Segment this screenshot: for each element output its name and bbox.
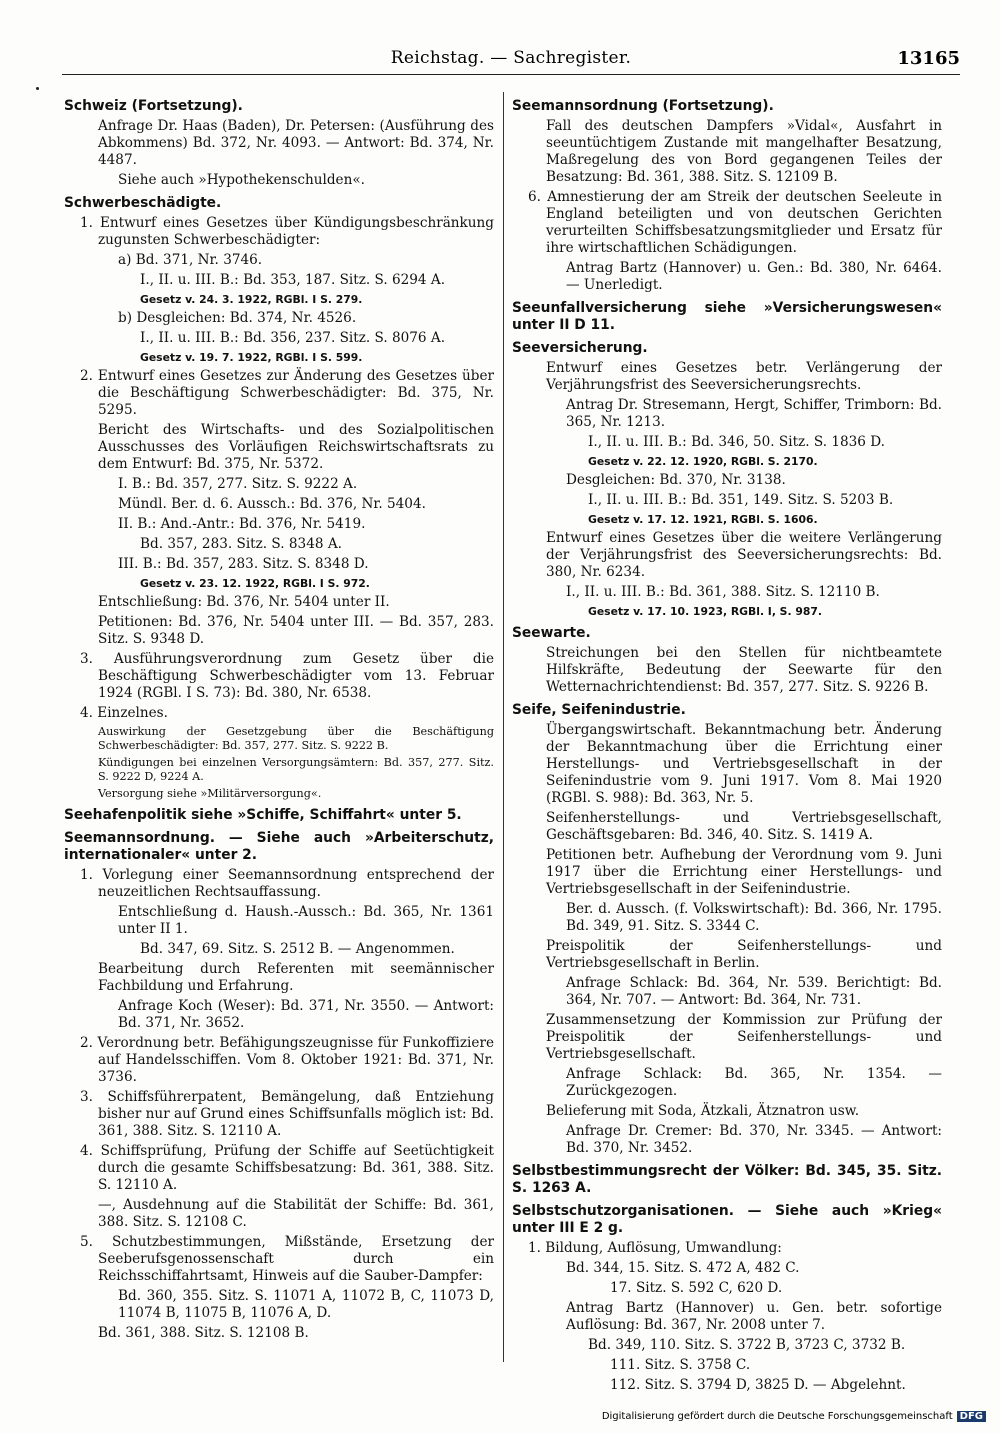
- index-line: Entwurf eines Gesetzes über die weitere Verlängerung der Verjährungsfrist des Seeversicherungsrechts: Bd. 380, Nr. 6234.: [546, 530, 942, 580]
- index-heading: Seewarte.: [512, 625, 591, 641]
- index-line: Siehe auch »Hypothekenschulden«.: [118, 172, 365, 188]
- index-heading: Seeunfallversicherung siehe »Versicherungswesen« unter II D 11.: [512, 300, 942, 333]
- index-line: 112. Sitz. S. 3794 D, 3825 D. — Abgelehnt.: [610, 1377, 906, 1393]
- numbered-entry: 2. Verordnung betr. Befähigungszeugnisse für Funkoffiziere auf Handelsschiffen. Vom 8. Oktober 1921: Bd. 371, Nr. 3736.: [80, 1035, 494, 1085]
- index-line: Bericht des Wirtschafts- und des Sozialpolitischen Ausschusses des Vorläufigen Reichswirtschaftsrats zu dem Entwurf: Bd. 375, Nr. 5372.: [98, 422, 494, 472]
- index-line: Petitionen: Bd. 376, Nr. 5404 unter III. — Bd. 357, 283. Sitz. S. 9348 D.: [98, 614, 494, 647]
- index-line: I., II. u. III. B.: Bd. 361, 388. Sitz. S. 12110 B.: [566, 584, 880, 600]
- index-line: II. B.: And.-Antr.: Bd. 376, Nr. 5419.: [118, 516, 366, 532]
- index-line: Anfrage Schlack: Bd. 365, Nr. 1354. — Zurückgezogen.: [566, 1066, 942, 1099]
- index-line: Ber. d. Aussch. (f. Volkswirtschaft): Bd. 366, Nr. 1795. Bd. 349, 91. Sitz. S. 3344 C.: [566, 901, 942, 934]
- numbered-entry: 4. Einzelnes.: [80, 705, 168, 721]
- index-line: —, Ausdehnung auf die Stabilität der Schiffe: Bd. 361, 388. Sitz. S. 12108 C.: [98, 1197, 494, 1230]
- index-line: Bd. 349, 110. Sitz. S. 3722 B, 3723 C, 3732 B.: [588, 1337, 906, 1353]
- index-line: Anfrage Schlack: Bd. 364, Nr. 539. Berichtigt: Bd. 364, Nr. 707. — Antwort: Bd. 364, Nr. 731.: [566, 975, 942, 1008]
- numbered-entry: 1. Bildung, Auflösung, Umwandlung:: [528, 1240, 782, 1256]
- numbered-entry: 1. Entwurf eines Gesetzes über Kündigungsbeschränkung zugunsten Schwerbeschädigter:: [80, 215, 494, 248]
- law-citation: Gesetz v. 22. 12. 1920, RGBl. S. 2170.: [588, 455, 818, 468]
- page-number: 13165: [897, 48, 960, 69]
- running-header: [62, 48, 960, 75]
- law-citation: Gesetz v. 17. 12. 1921, RGBl. S. 1606.: [588, 513, 818, 526]
- index-heading: Seeversicherung.: [512, 340, 648, 356]
- numbered-entry: 6. Amnestierung der am Streik der deutschen Seeleute in England beteiligten und von deutschen Gerichten verurteilten Schiffsbesatzungsmitglieder und Ersatz für ihre wirtschaftlichen Schädigungen.: [528, 189, 942, 256]
- dfg-logo: DFG: [957, 1411, 986, 1422]
- index-heading: Schweiz (Fortsetzung).: [64, 98, 243, 114]
- index-line: 17. Sitz. S. 592 C, 620 D.: [610, 1280, 783, 1296]
- index-line: I., II. u. III. B.: Bd. 353, 187. Sitz. S. 6294 A.: [140, 272, 446, 288]
- index-line: Antrag Bartz (Hannover) u. Gen. betr. sofortige Auflösung: Bd. 367, Nr. 2008 unter 7.: [566, 1300, 942, 1333]
- index-line: Entschließung: Bd. 376, Nr. 5404 unter II.: [98, 594, 390, 610]
- index-line: I., II. u. III. B.: Bd. 346, 50. Sitz. S. 1836 D.: [588, 434, 885, 450]
- index-line: 111. Sitz. S. 3758 C.: [610, 1357, 751, 1373]
- index-line: Antrag Dr. Stresemann, Hergt, Schiffer, Trimborn: Bd. 365, Nr. 1213.: [566, 397, 942, 430]
- index-note: Versorgung siehe »Militärversorgung«.: [98, 787, 322, 800]
- index-line: b) Desgleichen: Bd. 374, Nr. 4526.: [118, 310, 357, 326]
- index-line: Preispolitik der Seifenherstellungs- und Vertriebsgesellschaft in Berlin.: [546, 938, 942, 971]
- index-heading: Seife, Seifenindustrie.: [512, 702, 686, 718]
- index-line: Fall des deutschen Dampfers »Vidal«, Ausfahrt in seeuntüchtigem Zustande mit mangelhafter Besatzung, Maßregelung des von Bord gegangenen Teiles der Besatzung: Bd. 361, 388. Sitz. S. 12109 B.: [546, 118, 942, 185]
- index-heading: Selbstschutzorganisationen. — Siehe auch »Krieg« unter III E 2 g.: [512, 1203, 942, 1236]
- index-line: Antrag Bartz (Hannover) u. Gen.: Bd. 380, Nr. 6464. — Unerledigt.: [566, 260, 942, 293]
- law-citation: Gesetz v. 23. 12. 1922, RGBl. I S. 972.: [140, 577, 370, 590]
- index-line: Bd. 347, 69. Sitz. S. 2512 B. — Angenommen.: [140, 941, 455, 957]
- index-line: Anfrage Dr. Cremer: Bd. 370, Nr. 3345. — Antwort: Bd. 370, Nr. 3452.: [566, 1123, 942, 1156]
- index-line: I. B.: Bd. 357, 277. Sitz. S. 9222 A.: [118, 476, 358, 492]
- index-heading: Seemannsordnung (Fortsetzung).: [512, 98, 774, 114]
- index-line: Belieferung mit Soda, Ätzkali, Ätznatron usw.: [546, 1103, 860, 1119]
- footer-credit: [602, 1411, 986, 1422]
- index-line: Zusammensetzung der Kommission zur Prüfung der Preispolitik der Seifenherstellungs- und Vertriebsgesellschaft.: [546, 1012, 942, 1062]
- index-line: Bd. 344, 15. Sitz. S. 472 A, 482 C.: [566, 1260, 800, 1276]
- index-line: Entwurf eines Gesetzes betr. Verlängerung der Verjährungsfrist des Seeversicherungsrechts.: [546, 360, 942, 393]
- index-line: Anfrage Koch (Weser): Bd. 371, Nr. 3550. — Antwort: Bd. 371, Nr. 3652.: [118, 998, 494, 1031]
- numbered-entry: 1. Vorlegung einer Seemannsordnung entsprechend der neuzeitlichen Rechtsauffassung.: [80, 867, 494, 900]
- numbered-entry: 5. Schutzbestimmungen, Mißstände, Ersetzung der Seeberufsgenossenschaft durch ein Reichsschiffahrtsamt, Hinweis auf die Sauber-Dampfer:: [80, 1234, 494, 1284]
- index-line: I., II. u. III. B.: Bd. 356, 237. Sitz. S. 8076 A.: [140, 330, 446, 346]
- index-line: Anfrage Dr. Haas (Baden), Dr. Petersen: (Ausführung des Abkommens) Bd. 372, Nr. 4093. — Antwort: Bd. 374, Nr. 4487.: [98, 118, 494, 168]
- index-line: a) Bd. 371, Nr. 3746.: [118, 252, 263, 268]
- index-line: Petitionen betr. Aufhebung der Verordnung vom 9. Juni 1917 über die Errichtung einer Herstellungs- und Vertriebsgesellschaft in der Seifenindustrie.: [546, 847, 942, 897]
- index-line: Seifenherstellungs- und Vertriebsgesellschaft, Geschäftsgebaren: Bd. 346, 40. Sitz. S. 1419 A.: [546, 810, 942, 843]
- footer-text: Digitalisierung gefördert durch die Deutsche Forschungsgemeinschaft: [601, 1411, 953, 1422]
- numbered-entry: 4. Schiffsprüfung, Prüfung der Schiffe auf Seetüchtigkeit durch die gesamte Schiffsbesatzung: Bd. 361, 388. Sitz. S. 12110 A.: [80, 1143, 494, 1193]
- index-heading: Seemannsordnung. — Siehe auch »Arbeiterschutz, internationaler« unter 2.: [64, 830, 494, 863]
- law-citation: Gesetz v. 17. 10. 1923, RGBl. I, S. 987.: [588, 605, 822, 618]
- right-column: [512, 92, 942, 1397]
- index-line: Übergangswirtschaft. Bekanntmachung betr. Änderung der Bekanntmachung über die Errichtung einer Herstellungs- und Vertriebsgesellschaft in der Seifenindustrie vom 9. Juni 1917. Vom 8. Mai 1920 (RGBl. S. 988): Bd. 363, Nr. 5.: [546, 722, 942, 806]
- index-note: Kündigungen bei einzelnen Versorgungsämtern: Bd. 357, 277. Sitz. S. 9222 D, 9224 A.: [98, 756, 494, 783]
- numbered-entry: 3. Schiffsführerpatent, Bemängelung, daß Entziehung bisher nur auf Grund eines Schiffsunfalls möglich ist: Bd. 361, 388. Sitz. S. 12110 A.: [80, 1089, 494, 1139]
- index-line: Bd. 357, 283. Sitz. S. 8348 A.: [140, 536, 342, 552]
- index-line: I., II. u. III. B.: Bd. 351, 149. Sitz. S. 5203 B.: [588, 492, 894, 508]
- index-line: Streichungen bei den Stellen für nichtbeamtete Hilfskräfte, Bedeutung der Seewarte für den Wetternachrichtendienst: Bd. 357, 277. Sitz. S. 9226 B.: [546, 645, 942, 695]
- column-divider: [503, 92, 504, 1362]
- header-title: Reichstag. — Sachregister.: [390, 48, 632, 68]
- ink-speck: [36, 87, 39, 90]
- law-citation: Gesetz v. 24. 3. 1922, RGBl. I S. 279.: [140, 293, 363, 306]
- index-heading: Schwerbeschädigte.: [64, 195, 222, 211]
- index-heading: Selbstbestimmungsrecht der Völker: Bd. 345, 35. Sitz. S. 1263 A.: [512, 1163, 942, 1196]
- index-line: Desgleichen: Bd. 370, Nr. 3138.: [566, 472, 786, 488]
- index-note: Auswirkung der Gesetzgebung über die Beschäftigung Schwerbeschädigter: Bd. 357, 277. Sitz. S. 9222 B.: [98, 725, 494, 752]
- numbered-entry: 3. Ausführungsverordnung zum Gesetz über die Beschäftigung Schwerbeschädigter vom 13. Februar 1924 (RGBl. I S. 73): Bd. 380, Nr. 6538.: [80, 651, 494, 701]
- left-column: [64, 92, 494, 1345]
- index-line: III. B.: Bd. 357, 283. Sitz. S. 8348 D.: [118, 556, 369, 572]
- index-line: Mündl. Ber. d. 6. Aussch.: Bd. 376, Nr. 5404.: [118, 496, 426, 512]
- law-citation: Gesetz v. 19. 7. 1922, RGBl. I S. 599.: [140, 351, 363, 364]
- index-line: Bd. 361, 388. Sitz. S. 12108 B.: [98, 1325, 309, 1341]
- numbered-entry: 2. Entwurf eines Gesetzes zur Änderung des Gesetzes über die Beschäftigung Schwerbeschädigter: Bd. 375, Nr. 5295.: [80, 368, 494, 418]
- index-line: Entschließung d. Haush.-Aussch.: Bd. 365, Nr. 1361 unter II 1.: [118, 904, 494, 937]
- index-line: Bd. 360, 355. Sitz. S. 11071 A, 11072 B, C, 11073 D, 11074 B, 11075 B, 11076 A, D.: [118, 1288, 494, 1321]
- index-line: Bearbeitung durch Referenten mit seemännischer Fachbildung und Erfahrung.: [98, 961, 494, 994]
- index-heading: Seehafenpolitik siehe »Schiffe, Schiffahrt« unter 5.: [64, 807, 462, 823]
